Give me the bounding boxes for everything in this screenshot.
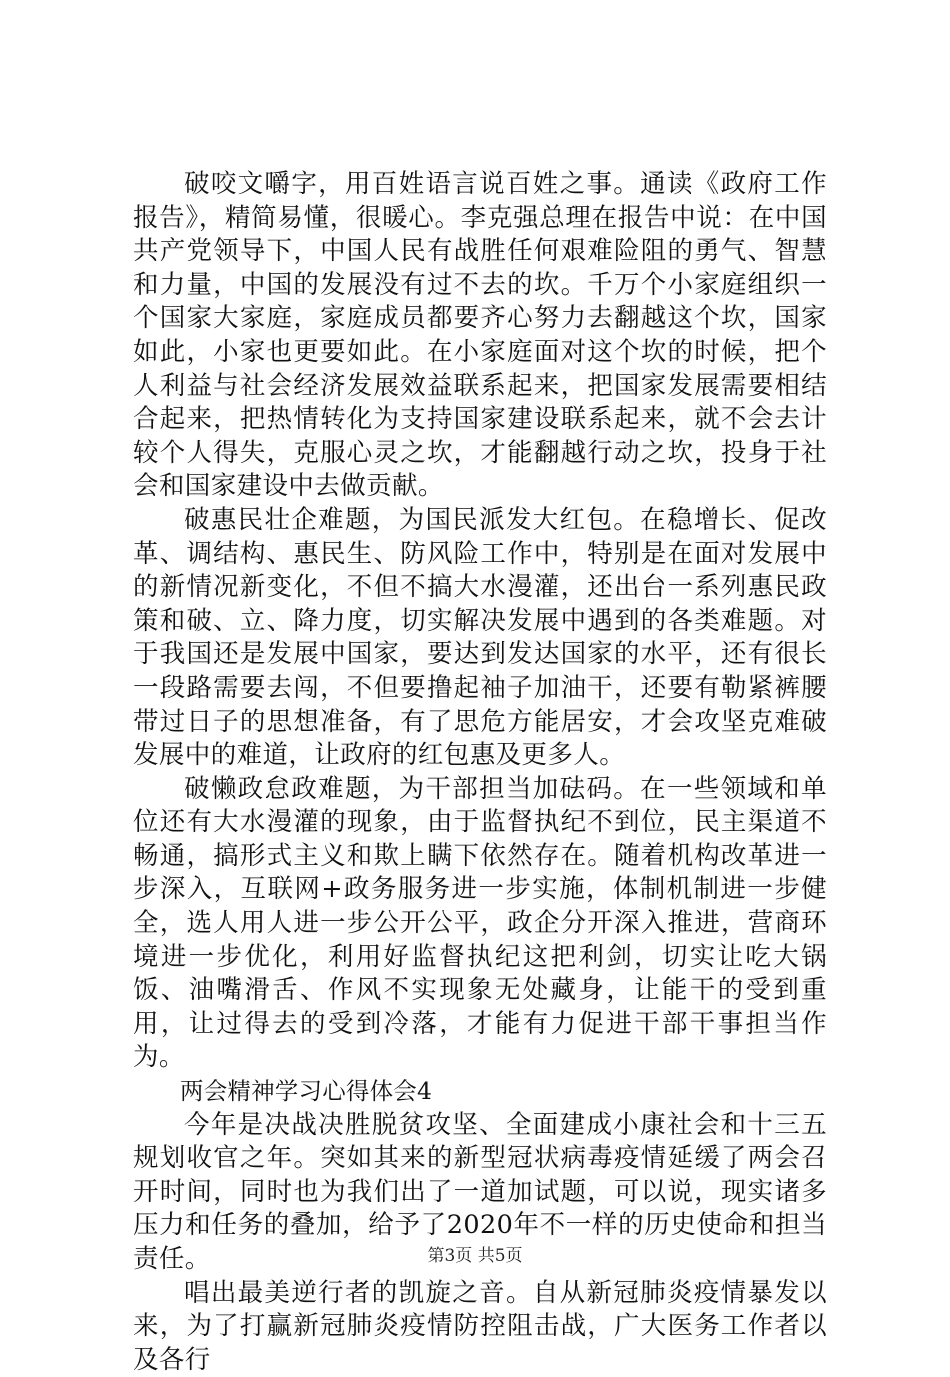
paragraph: 唱出最美逆行者的凯旋之音。自从新冠肺炎疫情暴发以来，为了打赢新冠肺炎疫情防控阻击战，广大医务工作者以及各行 (133, 1277, 827, 1375)
paragraph: 破咬文嚼字，用百姓语言说百姓之事。通读《政府工作报告》，精简易懂，很暖心。李克强总理在报告中说：在中国共产党领导下，中国人民有战胜任何艰难险阻的勇气、智慧和力量，中国的发展没有过不去的坎。千万个小家庭组织一个国家大家庭，家庭成员都要齐心努力去翻越这个坎，国家如此，小家也更要如此。在小家庭面对这个坎的时候，把个人利益与社会经济发展效益联系起来，把国家发展需要相结合起来，把热情转化为支持国家建设联系起来，就不会去计较个人得失，克服心灵之坎，才能翻越行动之坎，投身于社会和国家建设中去做贡献。 (133, 169, 827, 502)
section-heading: 两会精神学习心得体会4 (180, 1077, 433, 1106)
page-footer: 第3页 共5页 (427, 1246, 523, 1266)
document-body (133, 168, 827, 1377)
paragraph: 破懒政怠政难题，为干部担当加砝码。在一些领域和单位还有大水漫灌的现象，由于监督执纪不到位，民主渠道不畅通，搞形式主义和欺上瞒下依然存在。随着机构改革进一步深入，互联网+政务服务进一步实施，体制机制进一步健全，选人用人进一步公开公平，政企分开深入推进，营商环境进一步优化，利用好监督执纪这把利剑，切实让吃大锅饭、油嘴滑舌、作风不实现象无处藏身，让能干的受到重用，让过得去的受到冷落，才能有力促进干部干事担当作为。 (133, 773, 827, 1073)
paragraph: 破惠民壮企难题，为国民派发大红包。在稳增长、促改革、调结构、惠民生、防风险工作中，特别是在面对发展中的新情况新变化，不但不搞大水漫灌，还出台一系列惠民政策和破、立、降力度，切实解决发展中遇到的各类难题。对于我国还是发展中国家，要达到发达国家的水平，还有很长一段路需要去闯，不但要撸起袖子加油干，还要有勒紧裤腰带过日子的思想准备，有了思危方能居安，才会攻坚克难破发展中的难道，让政府的红包惠及更多人。 (133, 504, 827, 771)
paragraph: 今年是决战决胜脱贫攻坚、全面建成小康社会和十三五规划收官之年。突如其来的新型冠状病毒疫情延缓了两会召开时间，同时也为我们出了一道加试题，可以说，现实诸多压力和任务的叠加，给予了2020年不一样的历史使命和担当责任。 (133, 1109, 827, 1274)
